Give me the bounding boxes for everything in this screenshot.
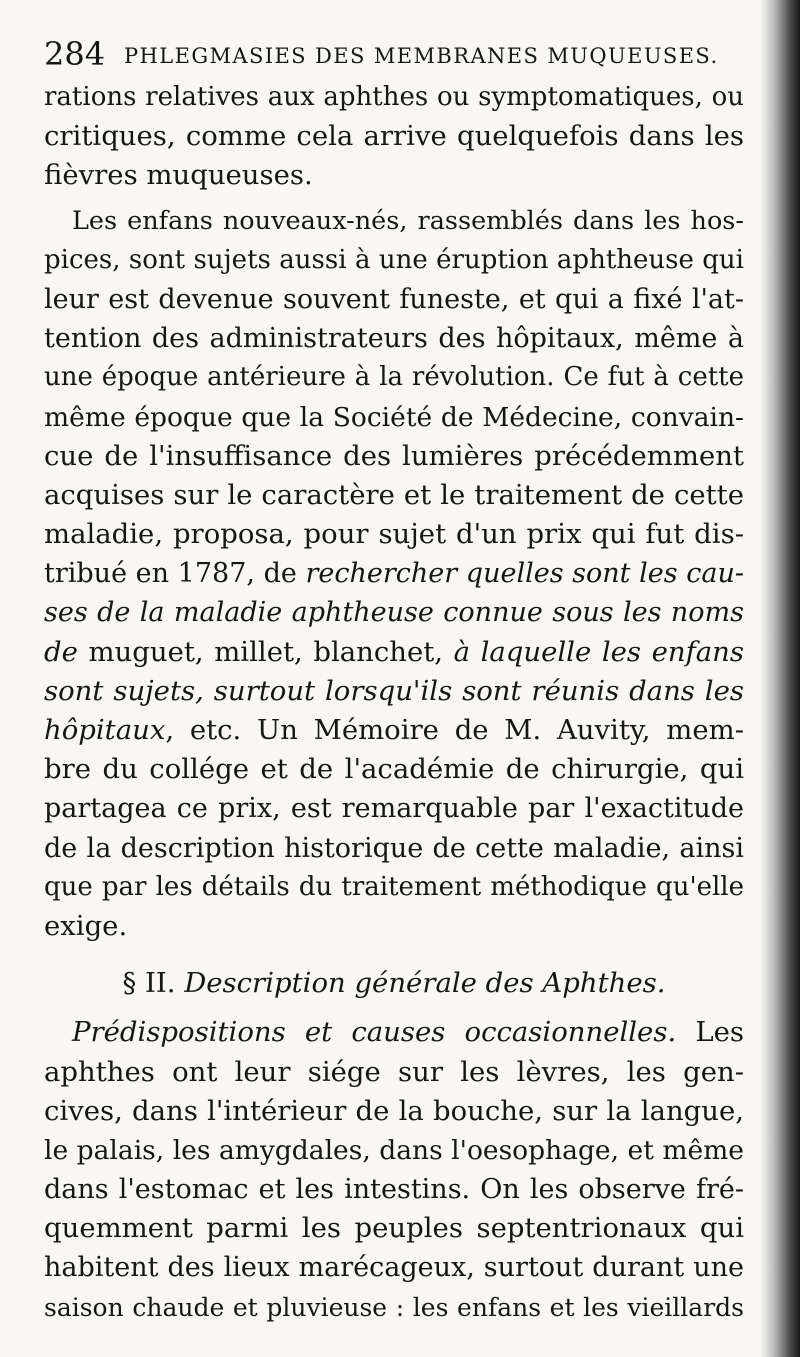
text-line: leur est devenue souvent funeste, et qui a fixé l'at-: [44, 283, 744, 315]
section-title: Description générale des Aphthes.: [184, 967, 666, 1000]
text-line: acquises sur le caractère et le traitement de cette: [44, 478, 744, 511]
section-number: § II.: [122, 967, 185, 1000]
text-line: aphthes ont leur siége sur les lèvres, les gen-: [44, 1055, 744, 1088]
text-line: maladie, proposa, pour sujet d'un prix qui fut dis-: [44, 518, 744, 551]
italic-run: hôpitaux: [44, 714, 166, 746]
text-line: que par les détails du traitement méthodique qu'elle: [44, 871, 744, 902]
text-line: de la description historique de cette maladie, ainsi: [44, 832, 744, 864]
text-line: rations relatives aux aphthes ou symptomatiques, ou: [44, 82, 744, 112]
page-header: [44, 32, 744, 78]
text-line: partagea ce prix, est remarquable par l'exactitude: [44, 793, 744, 825]
section-heading: [44, 964, 744, 1003]
text-line: Les enfans nouveaux-nés, rassemblés dans les hos-: [72, 205, 744, 236]
italic-run: ses de la maladie aphtheuse connue sous les noms: [44, 597, 744, 629]
text-run: muguet, millet, blanchet,: [77, 635, 454, 668]
text-line: même époque que la Société de Médecine, convain-: [44, 401, 744, 433]
text-line: habitent des lieux marécageux, surtout durant une: [44, 1252, 744, 1284]
text-line: [44, 672, 744, 711]
text-block: [44, 32, 744, 1327]
text-line: fièvres muqueuses.: [44, 159, 313, 192]
subsection-heading: Prédispositions et causes occasionnelles.: [72, 1016, 677, 1049]
text-line: critiques, comme cela arrive quelquefois dans les: [44, 120, 744, 153]
text-line: pices, sont sujets aussi à une éruption aphtheuse qui: [44, 244, 744, 275]
page-number: 284: [44, 35, 106, 73]
text-run: Les: [676, 1016, 744, 1049]
binding-shadow: [760, 0, 800, 1357]
text-run: , etc. Un Mémoire de M. Auvity, mem-: [165, 714, 744, 746]
italic-run: sont sujets, surtout lorsqu'ils sont réunis dans les: [44, 674, 744, 707]
text-line: [44, 711, 744, 750]
text-line: [44, 593, 744, 632]
text-line: cue de l'insuffisance des lumières précédemment: [44, 439, 744, 472]
text-line: exige.: [44, 909, 128, 942]
text-line: [44, 1013, 744, 1052]
text-line: tention des administrateurs des hôpitaux, même à: [44, 323, 744, 355]
text-line: bre du collége et de l'académie de chirurgie, qui: [44, 753, 744, 786]
italic-run: à laquelle les enfans: [453, 635, 744, 668]
italic-run: rechercher quelles sont les cau-: [305, 558, 744, 590]
text-line: le palais, les amygdales, dans l'oesophage, et même: [44, 1134, 744, 1166]
text-line: [44, 633, 744, 672]
text-run: tribué en 1787, de: [44, 558, 306, 590]
running-head: PHLEGMASIES DES MEMBRANES MUQUEUSES.: [124, 44, 719, 68]
text-line: une époque antérieure à la révolution. Ce fut à cette: [44, 362, 744, 393]
text-line: quemment parmi les peuples septentrionaux qui: [44, 1212, 744, 1245]
text-line: dans l'estomac et les intestins. On les observe fré-: [44, 1174, 744, 1206]
text-line: cives, dans l'intérieur de la bouche, sur la langue,: [44, 1094, 744, 1127]
italic-run: de: [44, 635, 78, 668]
text-line: [44, 554, 744, 593]
text-line: saison chaude et pluvieuse : les enfans et les vieillards: [44, 1292, 744, 1322]
